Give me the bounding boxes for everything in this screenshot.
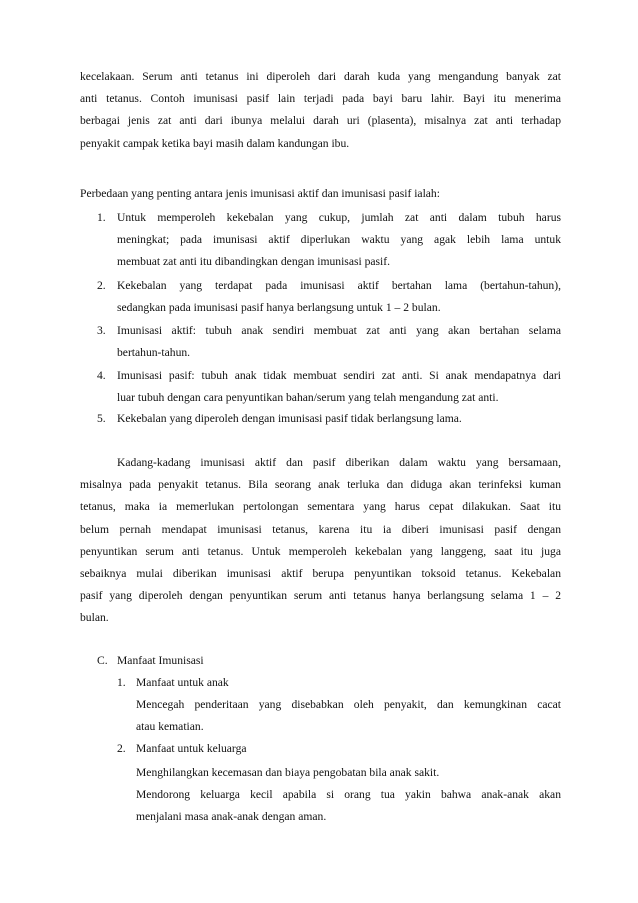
list-number: 1. <box>117 676 126 689</box>
text-line: bertahun-tahun. <box>117 346 191 360</box>
section-title: Manfaat Imunisasi <box>117 654 204 667</box>
text-line: penyuntikan serum anti tetanus. Untuk memperoleh kekebalan yang langgeng, saat itu juga <box>80 544 561 558</box>
list-number: 2. <box>97 279 106 292</box>
text-line: Kadang-kadang imunisasi aktif dan pasif diberikan dalam waktu yang bersamaan, <box>117 456 561 469</box>
text-line: berbagai jenis zat anti dari ibunya melalui darah uri (plasenta), misalnya zat anti terhadap <box>80 114 561 128</box>
list-item-title: Manfaat untuk keluarga <box>136 742 247 755</box>
text-line: sedangkan pada imunisasi pasif hanya berlangsung untuk 1 – 2 bulan. <box>117 301 441 315</box>
text-line: Mendorong keluarga kecil apabila si orang tua yakin bahwa anak-anak akan <box>136 788 561 802</box>
list-item <box>117 408 561 430</box>
paragraph-intro <box>80 66 561 155</box>
heading-text: Perbedaan yang penting antara jenis imunisasi aktif dan imunisasi pasif ialah: <box>80 187 440 200</box>
list-number: 2. <box>117 742 126 755</box>
text-line: Menghilangkan kecemasan dan biaya pengobatan bila anak sakit. <box>136 766 440 779</box>
text-line: membuat zat anti itu dibandingkan dengan imunisasi pasif. <box>117 255 391 269</box>
text-line: anti tetanus. Contoh imunisasi pasif lain terjadi pada bayi baru lahir. Bayi itu menerima <box>80 92 561 106</box>
text-line: meningkat; pada imunisasi aktif diperlukan waktu yang agak lebih lama untuk <box>117 233 561 247</box>
text-line: pasif yang diperoleh dengan penyuntikan serum anti tetanus hanya berlangsung selama 1 – 2 <box>80 589 561 603</box>
list-item <box>117 365 561 409</box>
list-item-body <box>136 762 561 829</box>
list-item-body <box>136 694 561 738</box>
text-line: Mencegah penderitaan yang disebabkan oleh penyakit, dan kemungkinan cacat <box>136 698 561 711</box>
text-line: Imunisasi aktif: tubuh anak sendiri membuat zat anti yang akan bertahan selama <box>117 324 561 337</box>
text-line: bulan. <box>80 611 109 625</box>
text-line: luar tubuh dengan cara penyuntikan bahan/serum yang telah mengandung zat anti. <box>117 391 499 405</box>
text-line: sebaiknya mulai diberikan imunisasi aktif berupa penyuntikan toksoid tetanus. Kekebalan <box>80 567 561 581</box>
list-item <box>117 320 561 364</box>
text-line: belum pernah mendapat imunisasi tetanus, karena itu ia diberi imunisasi pasif dengan <box>80 522 561 536</box>
text-line: kecelakaan. Serum anti tetanus ini diperoleh dari darah kuda yang mengandung banyak zat <box>80 70 561 83</box>
list-item <box>117 207 561 274</box>
paragraph-combined <box>80 452 561 630</box>
list-number: 4. <box>97 369 106 382</box>
text-line: atau kematian. <box>136 720 204 734</box>
text-line: penyakit campak ketika bayi masih dalam kandungan ibu. <box>80 136 350 150</box>
text-line: tetanus, maka ia memerlukan pertolongan sementara yang harus cepat dilakukan. Saat itu <box>80 500 561 514</box>
differences-heading <box>80 183 561 205</box>
list-item-title: Manfaat untuk anak <box>136 676 229 689</box>
list-item <box>117 275 561 319</box>
text-line: Untuk memperoleh kekebalan yang cukup, jumlah zat anti dalam tubuh harus <box>117 211 561 224</box>
text-line: menjalani masa anak-anak dengan aman. <box>136 810 327 824</box>
text-line: Imunisasi pasif: tubuh anak tidak membuat sendiri zat anti. Si anak mendapatnya dari <box>117 369 561 382</box>
list-number: 1. <box>97 211 106 224</box>
list-number: 3. <box>97 324 106 337</box>
text-line: Kekebalan yang diperoleh dengan imunisasi pasif tidak berlangsung lama. <box>117 412 462 425</box>
list-number: 5. <box>97 412 106 425</box>
text-line: Kekebalan yang terdapat pada imunisasi aktif bertahan lama (bertahun-tahun), <box>117 279 561 292</box>
text-line: misalnya pada penyakit tetanus. Bila seorang anak terluka dan diduga akan terinfeksi kuman <box>80 478 561 492</box>
section-letter: C. <box>97 654 108 667</box>
